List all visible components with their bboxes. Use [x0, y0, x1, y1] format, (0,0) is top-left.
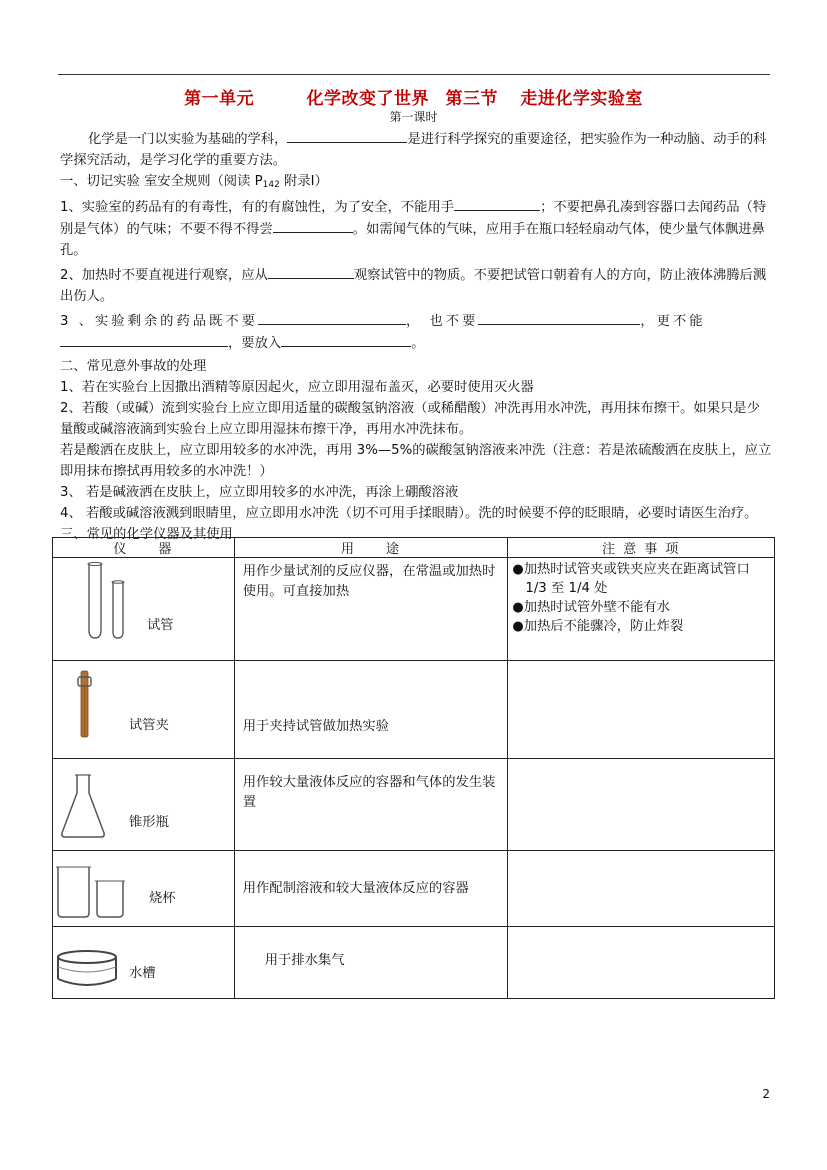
- title-section-name: 走进化学实验室: [520, 89, 643, 109]
- bullet-icon: ●: [512, 619, 524, 634]
- instrument-cell: [53, 661, 235, 759]
- instrument-cell: [53, 851, 235, 927]
- col-header-notes: 注 意 事 项: [508, 538, 775, 558]
- answer-blank[interactable]: [258, 310, 406, 325]
- accident-item-1: 1、若在实验台上因撒出酒精等原因起火，应立即用湿布盖灭，必要时使用灭火器: [60, 380, 534, 395]
- notes-cell: [508, 759, 775, 851]
- page-number: 2: [762, 1087, 770, 1101]
- note-text: 加热时试管外壁不能有水: [523, 600, 670, 615]
- test-tube-icon: [81, 562, 131, 640]
- intro-paragraph: [60, 128, 772, 171]
- accident-item-3: 3、 若是碱液洒在皮肤上，应立即用较多的水冲洗，再涂上硼酸溶液: [60, 485, 459, 500]
- note-text: 加热时试管夹或铁夹应夹在距离试管口 1/3 至 1/4 处: [523, 562, 750, 596]
- answer-blank[interactable]: [281, 332, 411, 347]
- notes-list: [508, 558, 774, 636]
- bullet-icon: ●: [512, 600, 524, 615]
- notes-cell: [508, 661, 775, 759]
- rule3-text-b: ， 也不要: [405, 314, 479, 329]
- use-cell: [234, 661, 508, 759]
- intro-text-after: 是进行科学探究的重要途径，把实验作为一种动脑、动手的科学探究活动，是学习化学的重要方法。: [60, 132, 767, 168]
- rule3-text-c: ，更不能: [640, 314, 706, 329]
- intro-text-before: 化学是一门以实验为基础的学科，: [88, 132, 288, 147]
- bullet-icon: ●: [512, 562, 524, 577]
- use-cell: [234, 851, 508, 927]
- note-item: [512, 560, 771, 598]
- rule1-text-b: ；不要把鼻孔凑到容器口去闻药品（特别是气体）的气味；不要不得不得尝: [60, 200, 767, 237]
- answer-blank[interactable]: [287, 128, 407, 143]
- use-cell: [234, 558, 508, 661]
- title-unit: 第一单元: [184, 89, 255, 109]
- instrument-name: 烧杯: [149, 891, 176, 906]
- rule3-text-d: ，要放入: [228, 336, 282, 351]
- rule-item-2: [60, 264, 772, 307]
- instrument-cell: [53, 558, 235, 661]
- answer-blank[interactable]: [60, 332, 228, 347]
- title-section: 第三节: [445, 89, 498, 109]
- table-row: [53, 927, 775, 999]
- rule-item-3: [60, 310, 772, 354]
- accident-item-acid-skin: 若是酸洒在皮肤上，应立即用较多的水冲洗，再用 3%—5%的碳酸氢钠溶液来冲洗（注意：若是浓硫酸洒在皮肤上，应立即用抹布擦拭再用较多的水冲洗！）: [60, 443, 772, 479]
- rule3-text-a: 3 、实验剩余的药品既不要: [60, 314, 258, 329]
- instrument-use: 用作较大量液体反应的容器和气体的发生装置: [242, 775, 496, 810]
- note-item: [512, 598, 771, 617]
- notes-cell: [508, 851, 775, 927]
- rule1-text-a: 1、实验室的药品有的有毒性，有的有腐蚀性，为了安全，不能用手: [60, 200, 455, 215]
- instrument-use: 用作少量试剂的反应仪器，在常温或加热时使用。可直接加热: [242, 564, 496, 599]
- table-row: [53, 759, 775, 851]
- table-row: [53, 851, 775, 927]
- table-row: [53, 661, 775, 759]
- beaker-icon: [55, 863, 127, 919]
- rule2-text-b: 观察试管中的物质。不要把试管口朝着有人的方向，防止液体沸腾后溅出伤人。: [60, 268, 767, 304]
- answer-blank[interactable]: [454, 196, 540, 211]
- lesson-subtitle: 第一课时: [389, 110, 438, 124]
- note-item: [512, 617, 771, 636]
- accident-item-2: 2、若酸（或碱）流到实验台上应立即用适量的碳酸氢钠溶液（或稀醋酸）冲洗再用水冲洗，再用抹布擦干。如果只是少量酸或碱溶液滴到实验台上应立即用湿抹布擦干净，再用水冲洗抹布。: [60, 401, 760, 437]
- part2-heading: 二、常见意外事故的处理: [60, 359, 207, 374]
- instrument-use: 用于夹持试管做加热实验: [242, 719, 390, 734]
- part3-heading: 三、常见的化学仪器及其使用: [60, 527, 233, 542]
- instrument-name: 试管: [147, 618, 174, 633]
- use-cell: [234, 759, 508, 851]
- table-row: [53, 558, 775, 661]
- instrument-use: 用于排水集气: [264, 953, 345, 968]
- instrument-cell: [53, 759, 235, 851]
- col-header-instrument: 仪 器: [53, 538, 235, 558]
- page-title: [0, 84, 827, 109]
- answer-blank[interactable]: [268, 264, 354, 279]
- top-rule: [58, 74, 770, 75]
- table-header-row: [53, 538, 775, 558]
- conical-flask-icon: [59, 773, 107, 839]
- instrument-cell: [53, 927, 235, 999]
- notes-cell: [508, 927, 775, 999]
- water-trough-icon: [55, 949, 119, 989]
- worksheet-body: [60, 128, 772, 545]
- instrument-table: [52, 537, 775, 999]
- part1-heading-text: 一、切记实验 室安全规则（阅读 P: [60, 174, 263, 189]
- notes-cell: [508, 558, 775, 661]
- accident-item-4: 4、 若酸或碱溶液溅到眼睛里，应立即用水冲洗（切不可用手揉眼睛）。洗的时候要不停的眨眼睛，必要时请医生治疗。: [60, 506, 758, 521]
- instrument-name: 试管夹: [129, 718, 169, 733]
- instrument-name: 水槽: [129, 966, 156, 981]
- title-topic: 化学改变了世界: [306, 89, 430, 109]
- part1-heading: [60, 171, 772, 196]
- note-text: 加热后不能骤冷，防止炸裂: [523, 619, 684, 634]
- rule2-text-a: 2、加热时不要直视进行观察，应从: [60, 268, 268, 283]
- page-ref-subscript: 142: [262, 180, 280, 190]
- col-header-use: 用 途: [234, 538, 508, 558]
- answer-blank[interactable]: [478, 310, 640, 325]
- test-tube-holder-icon: [75, 669, 95, 741]
- rule3-text-e: 。: [411, 336, 425, 351]
- instrument-name: 锥形瓶: [129, 815, 169, 830]
- rule1-text-c: 。如需闻气体的气味，应用手在瓶口轻轻扇动气体，使少量气体飘进鼻孔。: [60, 222, 765, 258]
- rule-item-1: [60, 196, 772, 261]
- part1-heading-text-end: 附录Ⅰ）: [279, 174, 328, 189]
- use-cell: [234, 927, 508, 999]
- instrument-use: 用作配制溶液和较大量液体反应的容器: [242, 881, 469, 896]
- answer-blank[interactable]: [273, 218, 353, 233]
